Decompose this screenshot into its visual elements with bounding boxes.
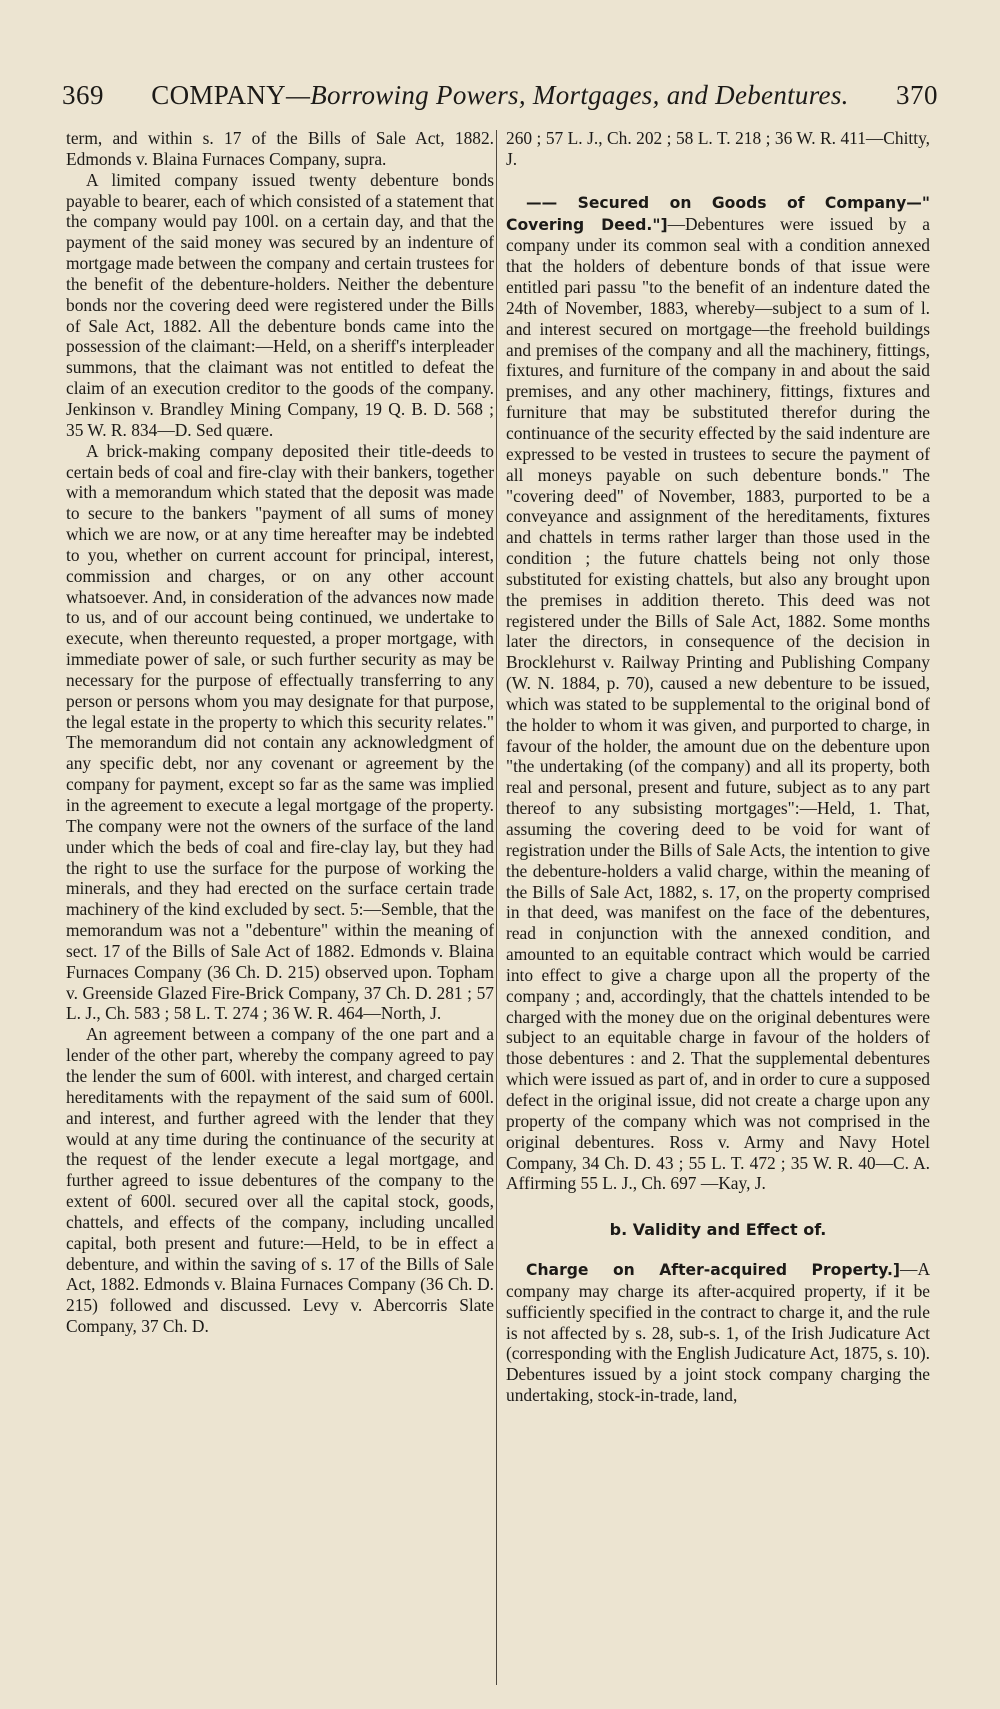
page-header <box>62 80 938 126</box>
left-paragraph-jenkinson: A limited company issued twenty debenture bonds payable to bearer, each of which consisted of a statement that the company would pay 100l. on a certain day, and that the payment of the said money was secured by an indenture of mortgage made between the company and certain trustees for the benefit of the debenture-holders. Neither the debenture bonds nor the covering deed were registered under the Bills of Sale Act, 1882. All the debenture bonds came into the possession of the claimant:—Held, on a sheriff's interpleader summons, that the claimant was not entitled to defeat the claim of an execution creditor to the goods of the company. Jenkinson v. Brandley Mining Company, 19 Q. B. D. 568 ; 35 W. R. 834—D. Sed quære. <box>66 169 494 440</box>
running-title-main: COMPANY <box>151 80 286 110</box>
page-number-right: 370 <box>895 80 938 110</box>
left-paragraph-topham: A brick-making company deposited their title-deeds to certain beds of coal and fire-clay with their bankers, together with a memorandum which stated that the deposit was made to secure to the bankers "payment of all sums of money which we are now, or at any time hereafter may be indebted to you, whether on current account for principal, interest, commission and charges, or on any other account whatsoever. And, in consideration of the advances now made to us, and of our account being continued, we undertake to execute, when thereunto requested, a proper mortgage, with immediate power of sale, or such further security as may be necessary for the purpose of effectually transferring to any person or persons whom you may designate for that purpose, the legal estate in the property to which this security relates." The memorandum did not contain any acknowledgment of any specific debt, nor any covenant or agreement by the company for payment, except so far as the same was implied in the agreement to execute a legal mortgage of the property. The company were not the owners of the surface of the land under which the beds of coal and fire-clay lay, but they had the right to use the surface for the purpose of working the minerals, and they had erected on the surface certain trade machinery of the kind excluded by sect. 5:—Semble, that the memorandum was not a "debenture" within the meaning of sect. 17 of the Bills of Sale Act of 1882. Edmonds v. Blaina Furnaces Company (36 Ch. D. 215) observed upon. Topham v. Greenside Glazed Fire-Brick Company, 37 Ch. D. 281 ; 57 L. J., Ch. 583 ; 58 L. T. 274 ; 36 W. R. 464—North, J. <box>66 440 494 1024</box>
right-column <box>506 128 930 1688</box>
section-heading: b. Validity and Effect of. <box>609 1220 827 1240</box>
catchword-covering-deed: —— Secured on Goods of Company—" Covering Deed."] <box>506 193 930 234</box>
column-divider <box>496 130 497 1685</box>
running-title <box>151 80 848 111</box>
right-paragraph-covering-deed <box>506 192 930 1195</box>
left-paragraph-levy: An agreement between a company of the one part and a lender of the other part, whereby the company agreed to pay the lender the sum of 600l. with interest, and charged certain hereditaments with the repayment of the said sum of 600l. and interest, and further agreed with the lender that they would at any time during the continuance of the security at the request of the lender execute a legal mortgage, and further agreed to issue debentures of the company to the extent of 600l. secured over all the capital stock, goods, chattels, and effects of the company, including uncalled capital, both present and future:—Held, to be in effect a debenture, and within the saving of s. 17 of the Bills of Sale Act, 1882. Edmonds v. Blaina Furnaces Company (36 Ch. D. 215) followed and discussed. Levy v. Abercorris Slate Company, 37 Ch. D. <box>66 1024 494 1337</box>
right-paragraph-continued: 260 ; 57 L. J., Ch. 202 ; 58 L. T. 218 ; 36 W. R. 411—Chitty, J. <box>506 128 930 169</box>
after-acquired-text: —A company may charge its after-acquired property, if it be sufficiently specified in the contract to charge it, and the rule is not affected by s. 28, sub-s. 1, of the Irish Judicature Act (corresponding with the English Judicature Act, 1875, s. 10). Debentures issued by a joint stock company charging the undertaking, stock-in-trade, land, <box>506 1259 930 1406</box>
left-column <box>66 128 494 1688</box>
page-number-left: 369 <box>62 80 104 110</box>
catchword-after-acquired: Charge on After-acquired Property.] <box>526 1261 901 1280</box>
running-title-subject: —Borrowing Powers, Mortgages, and Debentures. <box>285 80 849 110</box>
covering-deed-text: —Debentures were issued by a company under its common seal with a condition annexed that the holders of debenture bonds of that issue were entitled pari passu "to the benefit of an indenture dated the 24th of November, 1883, whereby—subject to a sum of l. and interest secured on mortgage—the freehold buildings and premises of the company and all the machinery, fittings, fixtures, and furniture of the company in and about the said premises, and any other machinery, fittings, fixtures and furniture that may be substituted therefor during the continuance of the security effected by the said indenture are expressed to be vested in trustees to secure the payment of all moneys payable on such debenture bonds." The "covering deed" of November, 1883, purported to be a conveyance and assignment of the hereditaments, fixtures and chattels in terms rather larger than those used in the condition ; the future chattels being not only those substituted for existing chattels, but also any brought upon the premises in addition thereto. This deed was not registered under the Bills of Sale Act, 1882. Some months later the directors, in consequence of the decision in Brocklehurst v. Railway Printing and Publishing Company (W. N. 1884, p. 70), caused a new debenture to be issued, which was stated to be supplemental to the original bond of the holder to whom it was given, and purported to charge, in favour of the holder, the amount due on the debenture upon "the undertaking (of the company) and all its property, both real and personal, present and future, subject as to any part thereof to any subsisting mortgages":—Held, 1. That, assuming the covering deed to be void for want of registration under the Bills of Sale Acts, the intention to give the debenture-holders a valid charge, within the meaning of the Bills of Sale Act, 1882, s. 17, on the property comprised in that deed, was manifest on the face of the debentures, read in conjunction with the annexed condition, and amounted to an equitable contract which would be carried into effect to give a charge upon all the property of the company ; and, accordingly, that the chattels intended to be charged with the money due on the original debentures were subject to an equitable charge in favour of the holders of those debentures : and 2. That the supplemental debentures which were issued as part of, and in order to cure a supposed defect in the original issue, did not create a charge upon any property of the company which was not comprised in the original debentures. Ross v. Army and Navy Hotel Company, 34 Ch. D. 43 ; 55 L. T. 472 ; 35 W. R. 40—C. A. Affirming 55 L. J., Ch. 697 —Kay, J. <box>506 213 930 1194</box>
left-paragraph-continued: term, and within s. 17 of the Bills of Sale Act, 1882. Edmonds v. Blaina Furnaces Company, supra. <box>66 128 494 169</box>
right-paragraph-after-acquired <box>506 1259 930 1406</box>
